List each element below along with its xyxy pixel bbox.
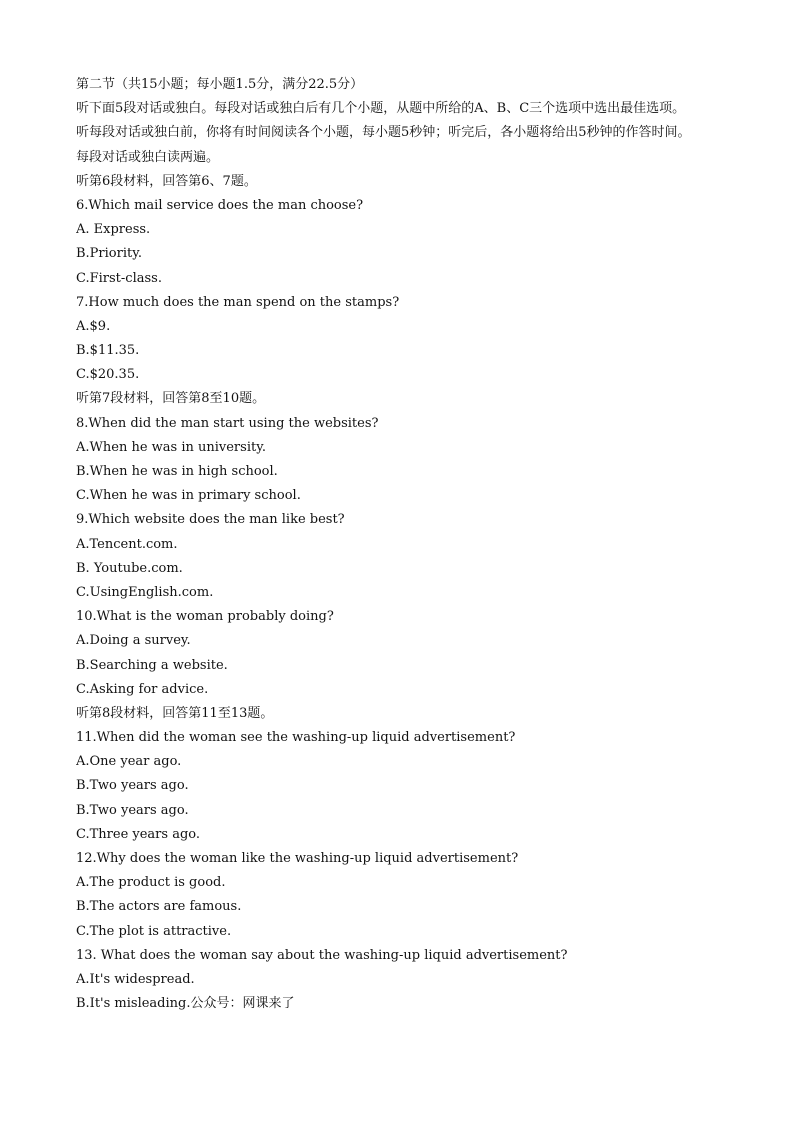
answer-option: C.Three years ago.: [76, 826, 201, 842]
answer-option: A.When he was in university.: [76, 439, 266, 455]
question-text: 6.Which mail service does the man choose?: [76, 197, 364, 213]
answer-option: C.When he was in primary school.: [76, 488, 301, 504]
answer-option: A.Tencent.com.: [76, 536, 178, 552]
question-text: 10.What is the woman probably doing?: [76, 609, 334, 625]
answer-option: A.$9.: [76, 318, 111, 334]
answer-option: A. Express.: [76, 222, 151, 238]
answer-option: C.The plot is attractive.: [76, 923, 232, 939]
answer-option: C.UsingEnglish.com.: [76, 584, 214, 600]
question-text: 13. What does the woman say about the washing-up liquid advertisement?: [76, 947, 568, 963]
question-text: 8.When did the man start using the websites?: [76, 415, 379, 431]
answer-option: A.The product is good.: [76, 875, 226, 891]
answer-option: C.First-class.: [76, 270, 162, 286]
answer-option: C.Asking for advice.: [76, 681, 209, 697]
question-text: 12.Why does the woman like the washing-up liquid advertisement?: [76, 851, 519, 866]
answer-option: C.$20.35.: [76, 367, 140, 383]
instruction-line: 每段对话或独白读两遍。: [76, 149, 220, 165]
answer-option: A.Doing a survey.: [76, 633, 191, 649]
question-text: 7.How much does the man spend on the stamps?: [76, 294, 400, 310]
question-text: 11.When did the woman see the washing-up liquid advertisement?: [76, 730, 516, 746]
section-heading: 第二节（共15小题；每小题1.5分，满分22.5分）: [76, 77, 364, 92]
passage-heading: 听第7段材料，回答第8至10题。: [76, 391, 266, 407]
instruction-line: 听下面5段对话或独白。每段对话或独白后有几个小题，从题中所给的A、B、C三个选项中选出最佳选项。: [76, 101, 686, 117]
answer-option: B. Youtube.com.: [76, 560, 183, 576]
answer-option: B.When he was in high school.: [76, 464, 278, 479]
answer-option: B.Searching a website.: [76, 657, 228, 673]
answer-option: B.Two years ago.: [76, 802, 189, 818]
answer-option: A.It's widespread.: [76, 971, 195, 987]
answer-option: B.Two years ago.: [76, 778, 189, 794]
passage-heading: 听第8段材料，回答第11至13题。: [76, 705, 274, 721]
document-body: [76, 73, 766, 1016]
answer-option: A.One year ago.: [76, 754, 182, 770]
answer-option: B.It's misleading.公众号：网课来了: [76, 996, 295, 1012]
question-text: 9.Which website does the man like best?: [76, 512, 345, 528]
answer-option: B.Priority.: [76, 246, 142, 262]
answer-option: B.$11.35.: [76, 343, 140, 359]
passage-heading: 听第6段材料，回答第6、7题。: [76, 173, 257, 189]
answer-option: B.The actors are famous.: [76, 899, 242, 915]
instruction-line: 听每段对话或独白前，你将有时间阅读各个小题，每小题5秒钟；听完后，各小题将给出5秒钟的作答时间。: [76, 125, 691, 141]
